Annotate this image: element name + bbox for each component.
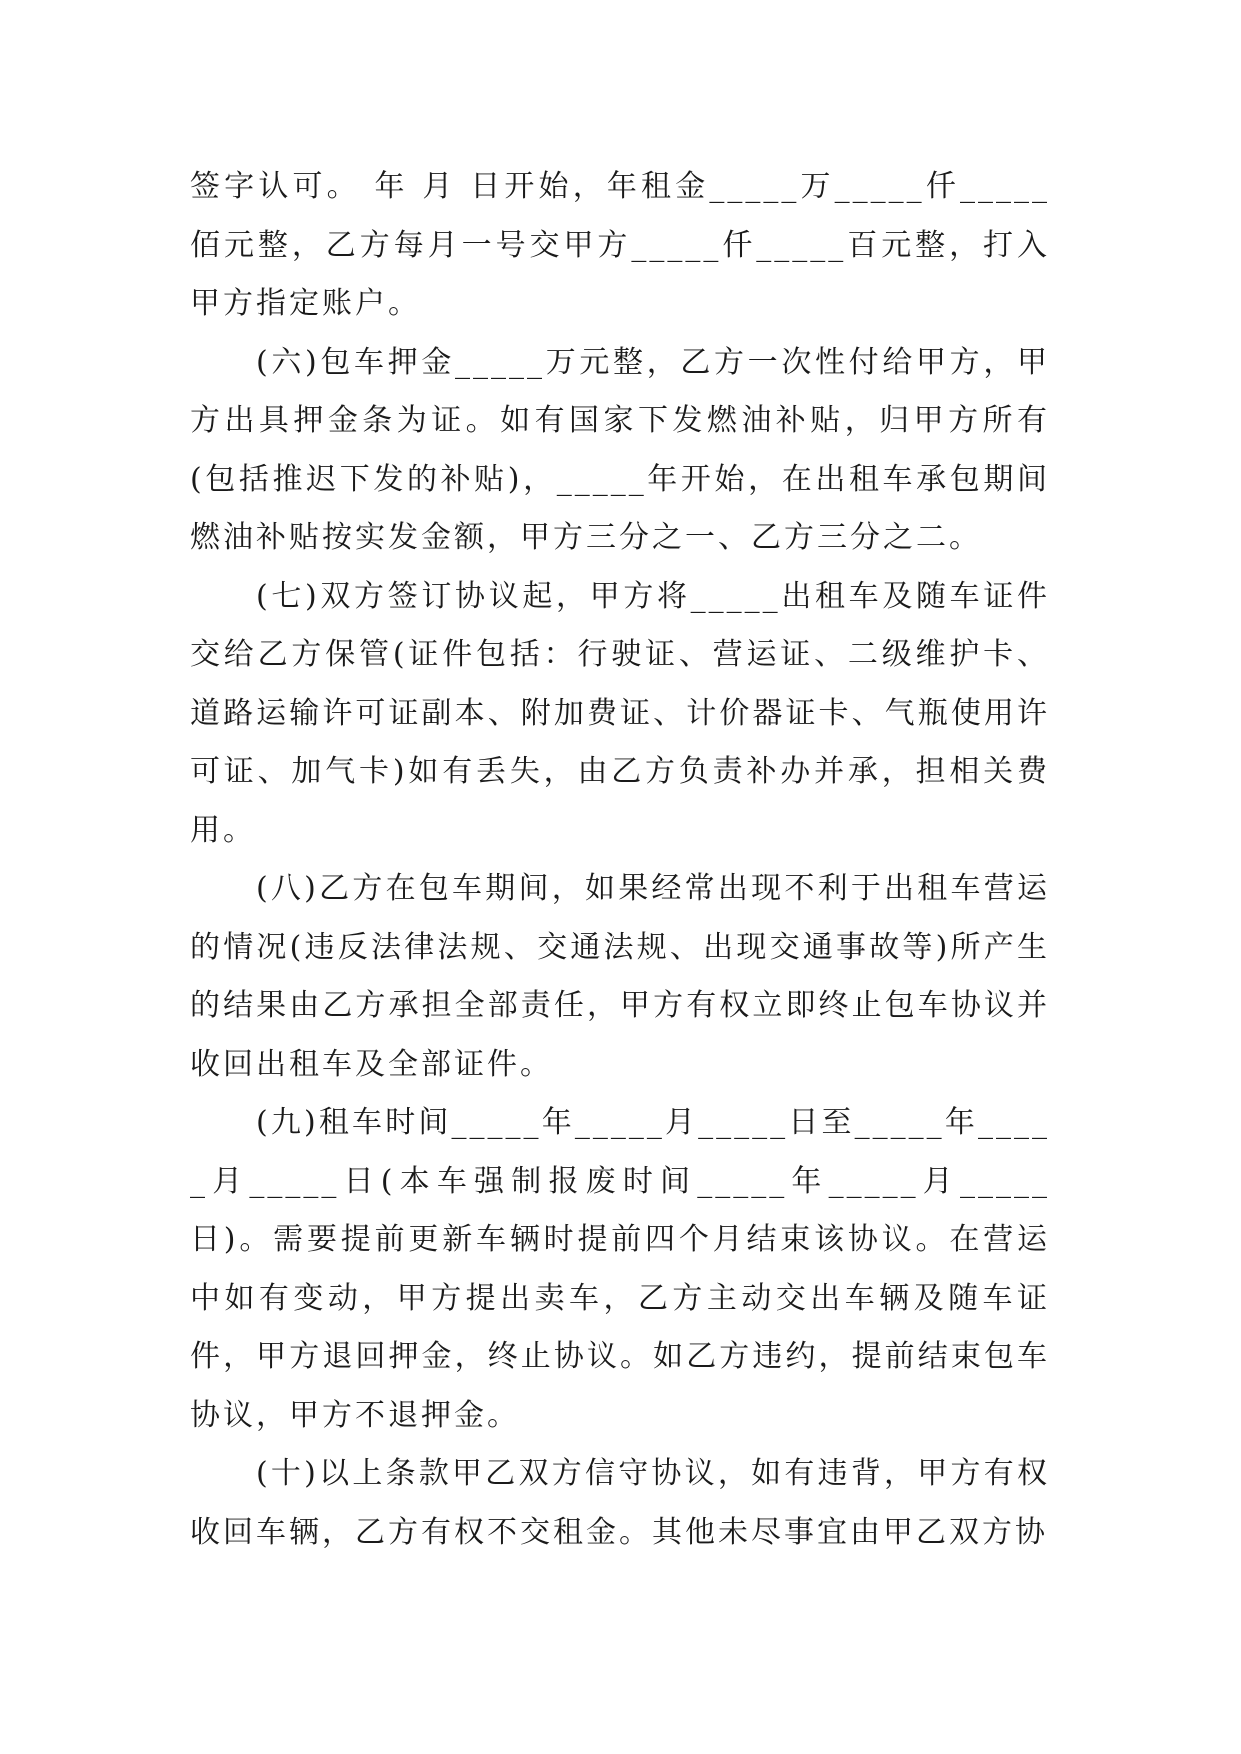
paragraph-clause-10-compliance: (十)以上条款甲乙双方信守协议，如有违背，甲方有权收回车辆，乙方有权不交租金。其他未尽事宜由甲乙双方协	[190, 1456, 1050, 1550]
paragraph-clause-8-liability: (八)乙方在包车期间，如果经常出现不利于出租车营运的情况(违反法律法规、交通法规、出现交通事故等)所产生的结果由乙方承担全部责任，甲方有权立即终止包车协议并收回出租车及全部证件。	[190, 871, 1050, 1082]
paragraph-clause-7-documents: (七)双方签订协议起，甲方将_____出租车及随车证件交给乙方保管(证件包括：行驶证、营运证、二级维护卡、道路运输许可证副本、附加费证、计价器证卡、气瓶使用许可证、加气卡)如有丢失，由乙方负责补办并承，担相关费用。	[190, 578, 1050, 848]
paragraph-clause-6-deposit: (六)包车押金_____万元整，乙方一次性付给甲方，甲方出具押金条为证。如有国家下发燃油补贴，归甲方所有(包括推迟下发的补贴)，_____年开始，在出租车承包期间燃油补贴按实发金额，甲方三分之一、乙方三分之二。	[190, 344, 1050, 555]
document-page	[190, 158, 1050, 1562]
paragraph-clause-9-term: (九)租车时间_____年_____月_____日至_____年_____月_____日(本车强制报废时间_____年_____月_____日)。需要提前更新车辆时提前四个月结束该协议。在营运中如有变动，甲方提出卖车，乙方主动交出车辆及随车证件，甲方退回押金，终止协议。如乙方违约，提前结束包车协议，甲方不退押金。	[190, 1105, 1050, 1433]
paragraph-rent-start: 签字认可。 年 月 日开始，年租金_____万_____仟_____佰元整，乙方每月一号交甲方_____仟_____百元整，打入甲方指定账户。	[190, 169, 1050, 321]
